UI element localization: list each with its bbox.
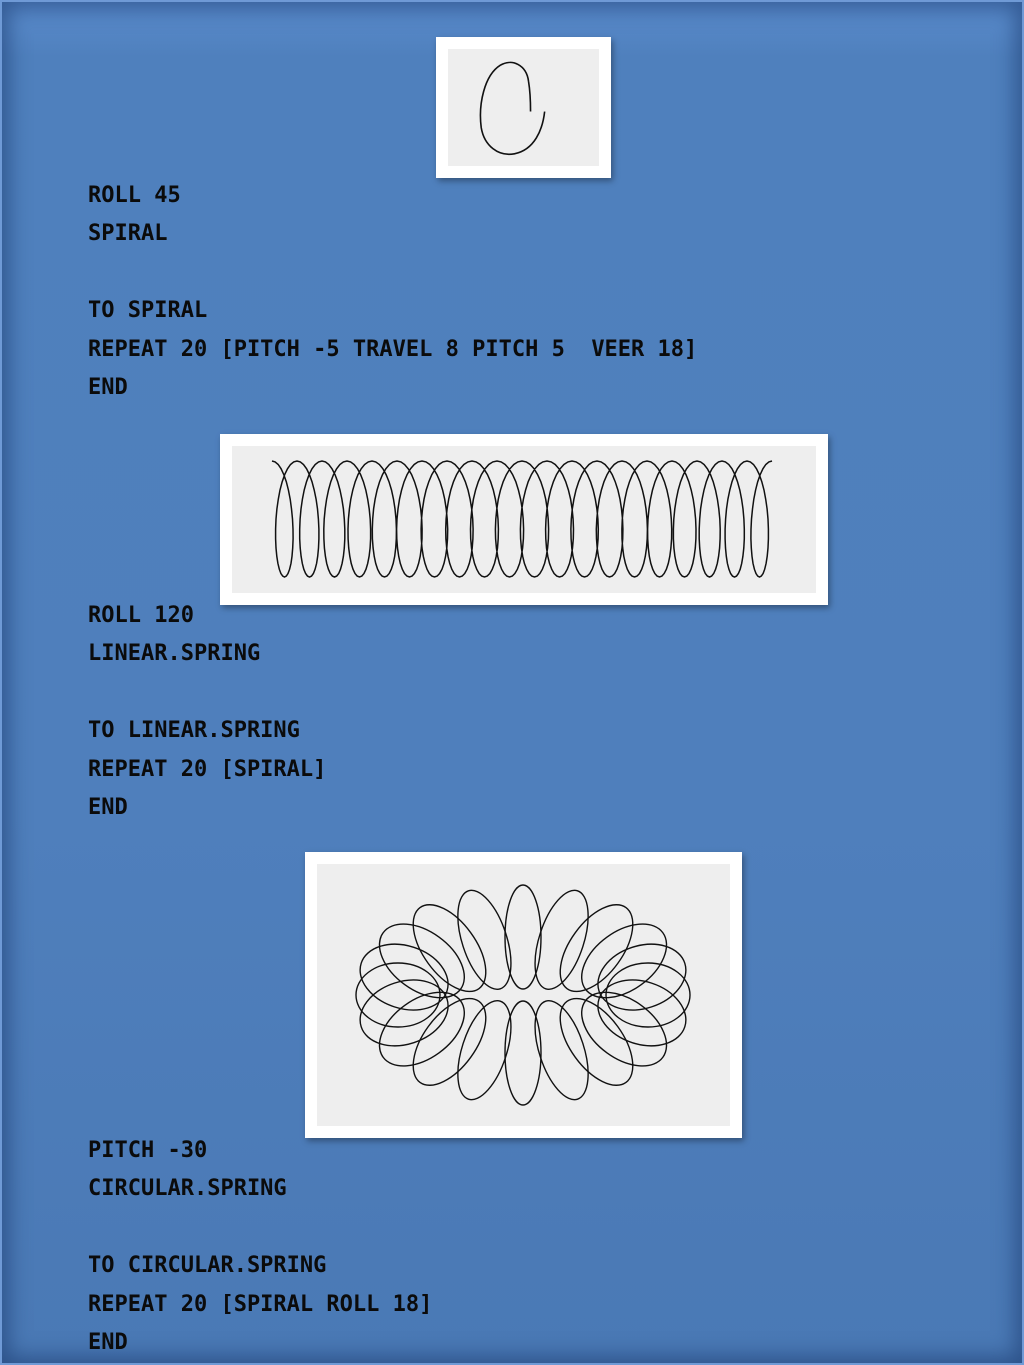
code-line: LINEAR.SPRING [88, 641, 261, 667]
circular-spring-loop [366, 909, 478, 1013]
circular-spring-loop [568, 909, 680, 1013]
code-line: END [88, 795, 128, 821]
linear-spring-canvas [232, 446, 816, 593]
circular-spring-loop [356, 963, 440, 1027]
spiral-canvas [448, 49, 599, 166]
circular-spring-loop [568, 977, 680, 1081]
circular-spring-loop [366, 977, 478, 1081]
code-block-linear-spring [88, 597, 326, 827]
code-line: REPEAT 20 [PITCH -5 TRAVEL 8 PITCH 5 VEER 18] [88, 336, 698, 362]
code-line: ROLL 120 [88, 603, 194, 628]
code-line: TO SPIRAL [88, 298, 208, 324]
linear-spring-drawing [232, 446, 816, 593]
spiral-drawing [448, 49, 599, 166]
code-block-spiral [88, 177, 697, 407]
code-line: SPIRAL [88, 221, 168, 247]
code-line: ROLL 45 [88, 183, 181, 208]
code-block-circular-spring [88, 1132, 432, 1362]
circular-spring-loop [606, 963, 690, 1027]
code-line: CIRCULAR.SPRING [88, 1176, 287, 1202]
linear-spring-coil [272, 461, 772, 577]
circular-spring-output-image [305, 852, 742, 1138]
code-line: TO CIRCULAR.SPRING [88, 1253, 327, 1279]
code-line: END [88, 1330, 128, 1356]
code-line: REPEAT 20 [SPIRAL] [88, 756, 327, 782]
circular-spring-canvas [317, 864, 730, 1126]
circular-spring-drawing [317, 864, 730, 1126]
linear-spring-output-image [220, 434, 828, 605]
code-line: PITCH -30 [88, 1138, 208, 1163]
code-line: TO LINEAR.SPRING [88, 718, 300, 744]
spiral-curve [480, 62, 544, 154]
code-line: END [88, 375, 128, 401]
spiral-output-image [436, 37, 611, 178]
code-line: REPEAT 20 [SPIRAL ROLL 18] [88, 1291, 433, 1317]
